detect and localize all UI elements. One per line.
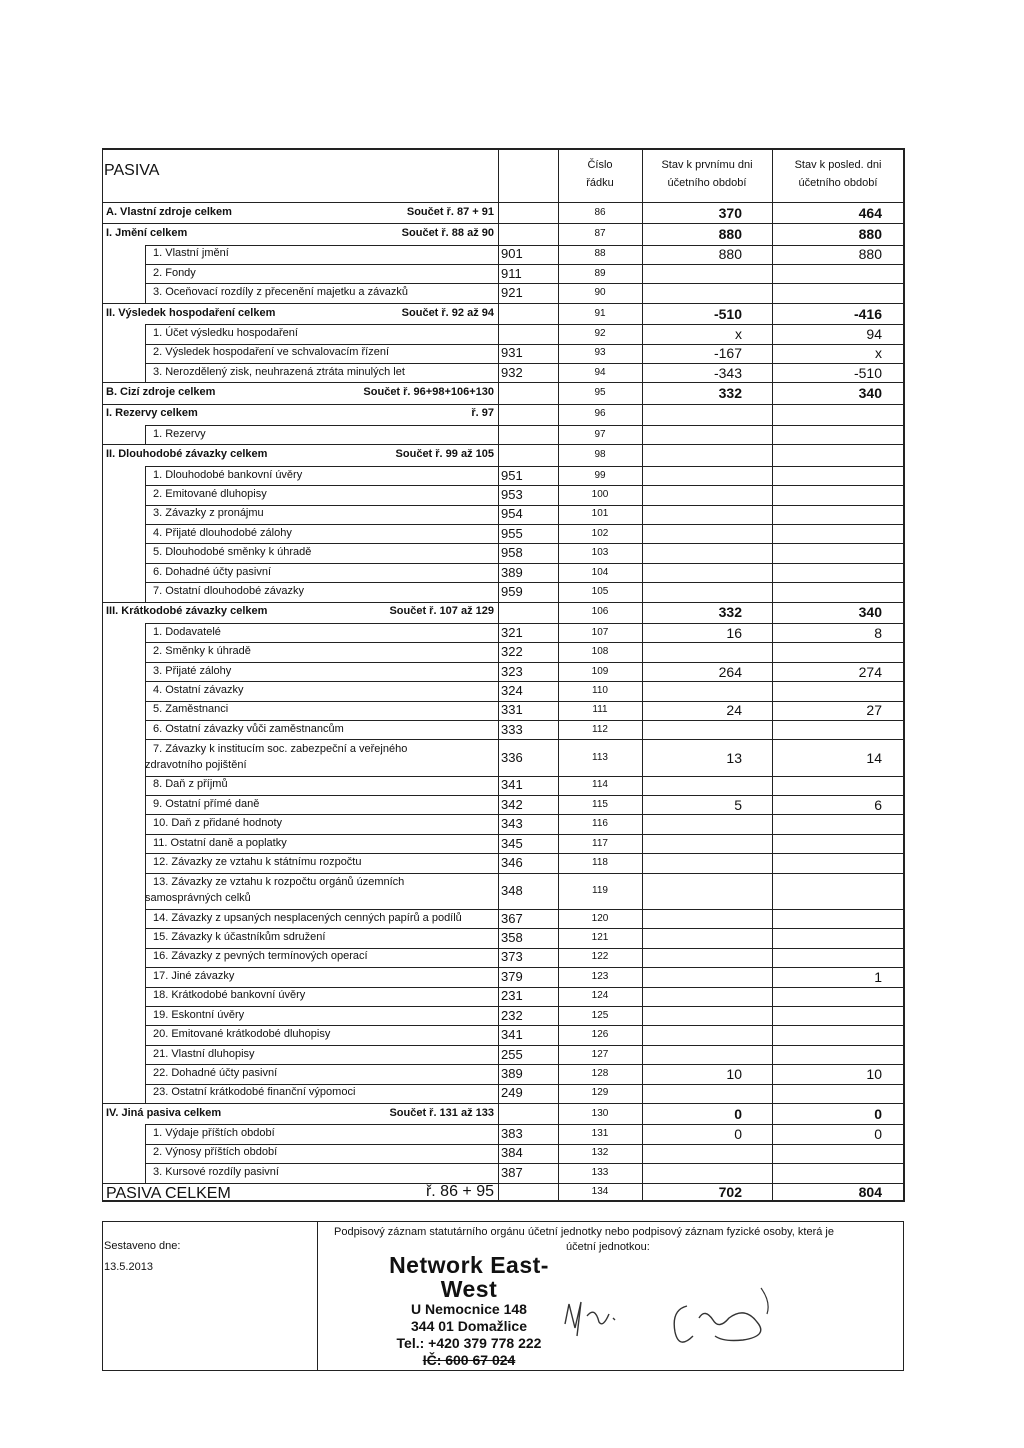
indent-line	[145, 1084, 146, 1104]
row-label: B. Cizí zdroje celkem	[106, 386, 216, 399]
row-value-last-day: 340	[858, 385, 882, 402]
row-number: 93	[594, 347, 606, 359]
row-number: 120	[591, 912, 609, 924]
row-line	[102, 1183, 904, 1184]
row-account-code: 341	[501, 777, 523, 793]
company-stamp	[364, 1253, 574, 1368]
row-sum-formula: Součet ř. 92 až 94	[401, 306, 494, 319]
row-line	[102, 1103, 904, 1104]
row-line	[102, 602, 904, 603]
indent-line	[145, 505, 146, 525]
row-value-last-day: 464	[858, 204, 882, 221]
row-label: 3. Kursové rozdíly pasivní	[153, 1165, 279, 1178]
row-line	[145, 1064, 904, 1065]
indent-line	[145, 283, 146, 303]
indent-line	[145, 662, 146, 682]
col-last-day-header-1: Stav k posled. dni	[794, 159, 882, 171]
row-account-code: 348	[501, 882, 523, 898]
row-number: 127	[591, 1048, 609, 1060]
row-number: 100	[591, 488, 609, 500]
row-line	[145, 264, 904, 265]
row-account-code: 932	[501, 364, 523, 380]
row-value-first-day: 332	[718, 604, 742, 621]
row-label: 2. Výnosy příštích období	[153, 1146, 278, 1159]
row-number: 121	[591, 932, 609, 944]
row-number: 90	[594, 287, 606, 299]
row-line	[145, 425, 904, 426]
indent-line	[145, 1064, 146, 1084]
row-account-code: 345	[501, 835, 523, 851]
row-number: 89	[594, 267, 606, 279]
row-line	[145, 1025, 904, 1026]
row-value-first-day: -510	[713, 305, 742, 322]
row-label: 7. Závazky k institucím soc. zabezpeční a veřejného	[153, 742, 408, 755]
row-label: 12. Závazky ze vztahu k státnímu rozpočtu	[153, 856, 362, 868]
row-line	[145, 909, 904, 910]
row-account-code: 373	[501, 949, 523, 965]
row-number: 87	[594, 227, 606, 239]
row-number: 116	[592, 818, 608, 830]
row-value-last-day: x	[875, 345, 882, 362]
row-line	[145, 543, 904, 544]
row-sum-formula: ř. 86 + 95	[425, 1183, 494, 1201]
row-account-code: 383	[501, 1126, 523, 1142]
row-number: 97	[594, 428, 606, 440]
row-line	[102, 444, 904, 445]
row-account-code: 249	[501, 1085, 523, 1101]
table-border-top	[102, 148, 904, 150]
row-account-code: 324	[501, 682, 523, 698]
row-sum-formula: Součet ř. 99 až 105	[395, 448, 494, 461]
row-label: I. Rezervy celkem	[106, 407, 198, 420]
signature-note-line1: Podpisový záznam statutárního orgánu účetní jednotky nebo podpisový záznam fyzické osoby, která je	[334, 1226, 834, 1238]
row-account-code: 953	[501, 486, 523, 502]
row-number: 107	[591, 626, 609, 638]
row-label: 1. Dodavatelé	[153, 625, 221, 638]
col-row-number-header-1: Číslo	[587, 159, 613, 171]
indent-line	[145, 776, 146, 796]
stamp-ico: IČ: 600 67 024	[422, 1351, 516, 1368]
row-value-last-day: 6	[874, 796, 882, 813]
row-label: II. Dlouhodobé závazky celkem	[106, 448, 268, 461]
row-label: 13. Závazky ze vztahu k rozpočtu orgánů územních	[153, 875, 405, 888]
row-number: 99	[594, 469, 606, 481]
row-line	[145, 1144, 904, 1145]
row-label: 18. Krátkodobé bankovní úvěry	[153, 989, 306, 1002]
indent-line	[145, 1144, 146, 1164]
row-account-code: 389	[501, 1065, 523, 1081]
row-label: 3. Přijaté zálohy	[153, 664, 232, 677]
indent-line	[145, 324, 146, 344]
row-label: 8. Daň z příjmů	[153, 778, 228, 791]
row-account-code: 322	[501, 644, 523, 660]
row-line	[145, 776, 904, 777]
row-label: 1. Dlouhodobé bankovní úvěry	[153, 468, 303, 481]
row-label: 15. Závazky k účastníkům sdružení	[153, 931, 326, 944]
row-number: 118	[592, 857, 608, 868]
row-number: 110	[592, 684, 608, 696]
indent-line	[145, 814, 146, 834]
row-sum-formula: Součet ř. 96+98+106+130	[363, 386, 494, 399]
indent-line	[145, 466, 146, 486]
row-label: 2. Směnky k úhradě	[153, 645, 251, 658]
row-number: 102	[591, 527, 609, 539]
row-label: 5. Zaměstnanci	[153, 703, 229, 716]
row-account-code: 255	[501, 1046, 523, 1062]
row-sum-formula: Součet ř. 131 až 133	[389, 1106, 494, 1119]
indent-line	[145, 795, 146, 815]
row-line	[102, 404, 904, 405]
row-account-code: 333	[501, 721, 523, 737]
row-line	[102, 303, 904, 304]
row-line	[145, 795, 904, 796]
row-number: 114	[592, 779, 608, 791]
indent-line	[145, 1025, 146, 1045]
row-value-last-day: 10	[866, 1065, 882, 1082]
row-line	[145, 853, 904, 854]
row-account-code: 921	[501, 285, 523, 301]
row-value-last-day: 1	[874, 968, 882, 985]
prepared-date: 13.5.2013	[104, 1261, 153, 1273]
row-sum-formula: Součet ř. 87 + 91	[406, 205, 494, 218]
row-line	[145, 324, 904, 325]
row-label: 23. Ostatní krátkodobé finanční výpomoci	[153, 1086, 356, 1099]
row-label-cont: zdravotního pojištění	[145, 758, 247, 771]
row-line	[145, 505, 904, 506]
row-value-last-day: 27	[866, 702, 882, 719]
row-number: 124	[591, 990, 609, 1002]
row-line	[145, 245, 904, 246]
indent-line	[145, 853, 146, 873]
row-label-cont: samosprávných celků	[145, 891, 251, 904]
row-value-first-day: 702	[718, 1184, 742, 1201]
indent-line	[145, 681, 146, 701]
row-value-last-day: 880	[858, 246, 882, 263]
col-first-day-header-2: účetního období	[667, 177, 747, 189]
indent-line	[145, 948, 146, 968]
row-number: 109	[591, 665, 609, 677]
row-number: 105	[591, 585, 609, 597]
row-line	[145, 1084, 904, 1085]
row-line	[145, 283, 904, 284]
stamp-city: 344 01 Domažlice	[411, 1318, 527, 1335]
row-line	[145, 363, 904, 364]
row-account-code: 379	[501, 968, 523, 984]
row-line	[145, 701, 904, 702]
row-line	[145, 720, 904, 721]
table-border-left	[102, 148, 103, 1202]
row-number: 115	[592, 798, 608, 810]
row-account-code: 346	[501, 855, 523, 870]
indent-line	[145, 1045, 146, 1065]
row-value-first-day: 16	[726, 624, 742, 641]
row-label: 2. Fondy	[153, 266, 196, 279]
indent-line	[145, 967, 146, 987]
indent-line	[145, 425, 146, 445]
row-line	[145, 524, 904, 525]
row-line	[145, 466, 904, 467]
row-value-first-day: 332	[718, 385, 742, 402]
row-value-first-day: 880	[718, 225, 742, 242]
row-label: 6. Dohadné účty pasivní	[153, 565, 272, 578]
row-label: IV. Jiná pasiva celkem	[106, 1106, 222, 1119]
row-number: 112	[592, 723, 608, 735]
row-value-last-day: 0	[874, 1126, 882, 1143]
row-account-code: 951	[501, 467, 523, 483]
stamp-street: U Nemocnice 148	[411, 1301, 527, 1318]
prepared-label: Sestaveno dne:	[104, 1240, 181, 1252]
row-line	[145, 1045, 904, 1046]
row-value-first-day: 5	[734, 796, 742, 813]
row-account-code: 387	[501, 1164, 523, 1180]
row-number: 108	[591, 646, 609, 658]
indent-line	[145, 1006, 146, 1026]
col-last-day-header-2: účetního období	[798, 177, 878, 189]
row-account-code: 358	[501, 930, 523, 946]
stamp-phone: Tel.: +420 379 778 222	[396, 1334, 542, 1351]
row-sum-formula: ř. 97	[471, 407, 494, 420]
row-line	[145, 681, 904, 682]
row-line	[145, 582, 904, 583]
row-label: 17. Jiné závazky	[153, 969, 235, 982]
row-line	[102, 382, 904, 383]
stamp-company-name: Network East-West	[389, 1252, 549, 1303]
header-divider	[102, 202, 904, 203]
row-value-last-day: 8	[874, 624, 882, 641]
row-value-last-day: -510	[853, 364, 882, 381]
row-value-first-day: 370	[718, 204, 742, 221]
indent-line	[145, 987, 146, 1007]
row-number: 98	[594, 449, 606, 461]
row-number: 92	[594, 327, 606, 339]
row-account-code: 959	[501, 583, 523, 599]
row-account-code: 384	[501, 1145, 523, 1161]
row-account-code: 323	[501, 663, 523, 679]
row-label: 1. Rezervy	[153, 427, 206, 440]
row-value-first-day: 0	[734, 1105, 742, 1122]
indent-line	[145, 582, 146, 602]
row-line	[145, 967, 904, 968]
row-label: PASIVA CELKEM	[106, 1185, 231, 1203]
indent-line	[145, 363, 146, 383]
row-number: 94	[594, 366, 606, 378]
row-account-code: 321	[501, 624, 523, 640]
row-value-last-day: -416	[853, 305, 882, 322]
row-label: I. Jmění celkem	[106, 226, 188, 239]
row-line	[145, 623, 904, 624]
col-row-number-header-2: řádku	[586, 177, 614, 189]
row-number: 128	[591, 1067, 609, 1079]
row-label: 2. Emitované dluhopisy	[153, 487, 267, 500]
row-value-last-day: 804	[858, 1184, 882, 1201]
row-label: 16. Závazky z pevných termínových operací	[153, 950, 368, 963]
row-value-first-day: x	[735, 325, 742, 342]
indent-line	[145, 928, 146, 948]
row-line	[145, 1124, 904, 1125]
indent-line	[145, 1124, 146, 1144]
indent-line	[145, 1163, 146, 1183]
row-account-code: 955	[501, 525, 523, 541]
row-label: 3. Závazky z pronájmu	[153, 507, 264, 520]
row-value-last-day: 94	[866, 325, 882, 342]
row-account-code: 389	[501, 564, 523, 580]
row-number: 117	[592, 837, 608, 849]
row-value-first-day: -167	[713, 345, 742, 362]
row-number: 126	[591, 1029, 609, 1041]
indent-line	[145, 245, 146, 265]
row-line	[145, 928, 904, 929]
row-label: 22. Dohadné účty pasivní	[153, 1066, 278, 1079]
row-value-first-day: 880	[718, 246, 742, 263]
row-number: 129	[591, 1087, 609, 1099]
row-line	[145, 344, 904, 345]
row-value-first-day: 24	[726, 702, 742, 719]
row-label: A. Vlastní zdroje celkem	[106, 205, 232, 218]
balance-sheet-liabilities-table	[102, 148, 904, 1202]
row-line	[145, 563, 904, 564]
row-label: 10. Daň z přidané hodnoty	[153, 817, 283, 830]
row-line	[145, 1006, 904, 1007]
row-line	[145, 987, 904, 988]
row-sum-formula: Součet ř. 88 až 90	[401, 226, 494, 239]
row-line	[145, 485, 904, 486]
row-label: 11. Ostatní daně a poplatky	[153, 836, 287, 849]
row-number: 95	[594, 387, 606, 399]
row-value-first-day: 264	[718, 663, 742, 680]
row-number: 123	[591, 970, 609, 982]
row-number: 101	[591, 508, 609, 520]
row-value-first-day: 0	[734, 1126, 742, 1143]
row-account-code: 336	[501, 749, 523, 765]
row-label: 3. Nerozdělený zisk, neuhrazená ztráta minulých let	[153, 365, 405, 378]
row-value-first-day: -343	[713, 364, 742, 381]
row-number: 130	[591, 1107, 609, 1119]
handwritten-signature	[547, 1266, 787, 1366]
indent-line	[145, 701, 146, 721]
row-label: 5. Dlouhodobé směnky k úhradě	[153, 546, 312, 559]
row-number: 113	[592, 751, 608, 763]
row-line	[145, 834, 904, 835]
row-label: 20. Emitované krátkodobé dluhopisy	[153, 1028, 331, 1041]
row-line	[145, 642, 904, 643]
row-line	[145, 662, 904, 663]
row-line	[145, 1163, 904, 1164]
row-value-last-day: 0	[874, 1105, 882, 1122]
indent-line	[145, 909, 146, 929]
row-number: 111	[592, 704, 608, 716]
row-account-code: 232	[501, 1007, 523, 1023]
indent-line	[145, 623, 146, 643]
row-account-code: 958	[501, 545, 523, 561]
row-number: 131	[591, 1128, 609, 1140]
col-first-day-header-1: Stav k prvnímu dni	[661, 159, 753, 171]
row-value-last-day: 340	[858, 604, 882, 621]
row-account-code: 341	[501, 1027, 523, 1043]
row-number: 91	[594, 307, 606, 319]
row-number: 134	[591, 1186, 609, 1198]
row-value-first-day: 10	[726, 1065, 742, 1082]
indent-line	[145, 834, 146, 854]
indent-line	[145, 642, 146, 662]
signature-note-line2: účetní jednotkou:	[566, 1241, 650, 1253]
row-sum-formula: Součet ř. 107 až 129	[389, 605, 494, 618]
row-number: 104	[591, 566, 609, 578]
row-label: 9. Ostatní přímé daně	[153, 797, 260, 810]
row-number: 132	[591, 1147, 609, 1159]
row-line	[102, 223, 904, 224]
row-label: 3. Oceňovací rozdíly z přecenění majetku a závazků	[153, 286, 408, 299]
row-account-code: 901	[501, 246, 523, 262]
row-number: 122	[591, 951, 609, 963]
row-line	[145, 814, 904, 815]
row-label: 1. Vlastní jmění	[153, 247, 229, 260]
indent-line	[145, 344, 146, 364]
indent-line	[145, 543, 146, 563]
row-number: 125	[591, 1009, 609, 1021]
row-label: 4. Přijaté dlouhodobé zálohy	[153, 526, 292, 539]
row-value-last-day: 274	[858, 663, 882, 680]
row-label: 6. Ostatní závazky vůči zaměstnancům	[153, 722, 344, 735]
table-title: PASIVA	[104, 162, 160, 179]
row-value-first-day: 13	[726, 749, 742, 766]
row-label: 7. Ostatní dlouhodobé závazky	[153, 584, 305, 597]
row-account-code: 367	[501, 910, 523, 926]
indent-line	[145, 264, 146, 284]
row-account-code: 911	[501, 265, 522, 281]
row-number: 119	[592, 884, 608, 896]
row-number: 103	[591, 547, 609, 559]
row-number: 88	[594, 248, 606, 260]
row-line	[145, 873, 904, 874]
row-label: 14. Závazky z upsaných nesplacených cenných papírů a podílů	[153, 911, 462, 924]
indent-line	[145, 485, 146, 505]
row-label: 2. Výsledek hospodaření ve schvalovacím řízení	[153, 346, 390, 359]
indent-line	[145, 524, 146, 544]
signature-section	[102, 1221, 904, 1371]
row-label: 19. Eskontní úvěry	[153, 1008, 245, 1021]
row-value-last-day: 880	[858, 225, 882, 242]
row-account-code: 954	[501, 506, 523, 522]
row-account-code: 343	[501, 816, 523, 832]
row-number: 106	[591, 606, 609, 618]
row-label: III. Krátkodobé závazky celkem	[106, 605, 268, 618]
row-label: 4. Ostatní závazky	[153, 683, 244, 696]
row-label: II. Výsledek hospodaření celkem	[106, 306, 276, 319]
row-label: 1. Účet výsledku hospodaření	[153, 326, 298, 339]
indent-line	[145, 563, 146, 583]
row-line	[145, 739, 904, 740]
row-account-code: 342	[501, 796, 523, 812]
row-account-code: 931	[501, 345, 523, 361]
row-number: 86	[594, 206, 606, 218]
row-label: 21. Vlastní dluhopisy	[153, 1047, 255, 1060]
row-label: 1. Výdaje příštích období	[153, 1127, 275, 1140]
row-account-code: 231	[501, 988, 523, 1004]
row-number: 96	[594, 408, 606, 420]
row-account-code: 331	[501, 702, 523, 718]
row-line	[145, 948, 904, 949]
indent-line	[145, 720, 146, 740]
row-value-last-day: 14	[866, 749, 882, 766]
row-number: 133	[591, 1166, 609, 1178]
